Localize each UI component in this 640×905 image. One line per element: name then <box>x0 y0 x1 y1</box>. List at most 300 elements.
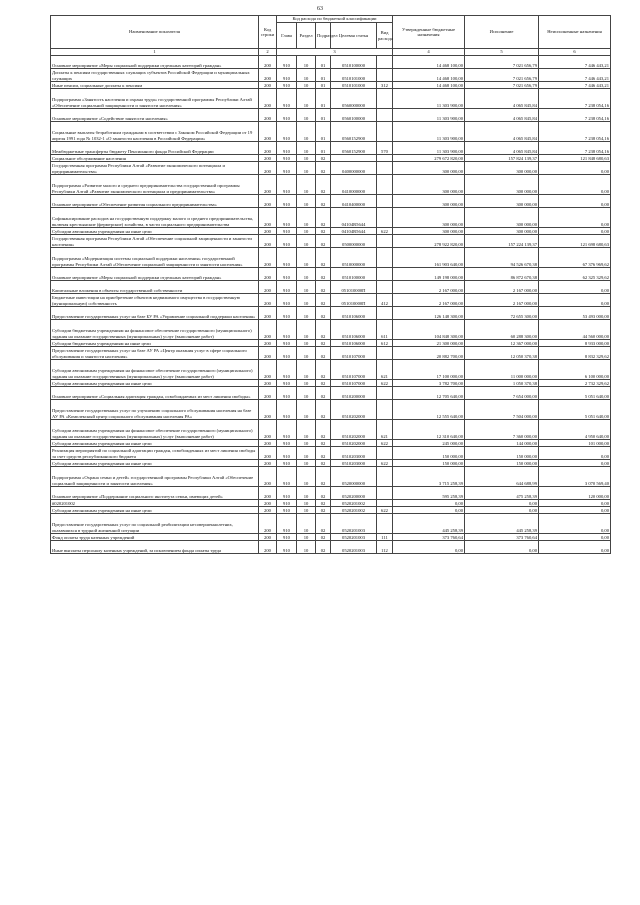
table-cell-glava: 910 <box>277 89 297 109</box>
table-cell-approved: 126 148 300,00 <box>393 307 465 320</box>
table-cell-unexecuted: 0,00 <box>539 208 611 228</box>
table-cell-name: Капитальные вложения в объекты государственной собственности <box>51 281 259 294</box>
table-cell-name: Субсидии автономным учреждениям на финансовое обеспечение государственного (муниципального) задания на оказание государственных (муниципальных) услуг (выполнение работ) <box>51 420 259 440</box>
table-cell-expense-type: 412 <box>377 294 393 307</box>
table-cell-approved: 149 198 000,00 <box>393 268 465 281</box>
table-cell-expense-type: 622 <box>377 228 393 235</box>
table-cell-glava: 910 <box>277 387 297 400</box>
table-cell-expense-type <box>377 400 393 420</box>
table-cell-target-item: 0510100000 <box>331 268 377 281</box>
table-cell-line: 200 <box>259 109 277 122</box>
header-approved: Утвержденные бюджетные назначения <box>393 16 465 49</box>
table-cell-razdel: 10 <box>297 195 316 208</box>
table-cell-glava: 910 <box>277 447 297 460</box>
table-cell-expense-type <box>377 387 393 400</box>
table-cell-target-item: 0520201003 <box>331 514 377 534</box>
table-cell-glava: 910 <box>277 380 297 387</box>
table-cell-name: Предоставление государственных услуг на базе БУ РА «Управление социальной поддержки населения» <box>51 307 259 320</box>
table-cell-line: 200 <box>259 447 277 460</box>
table-row <box>51 122 611 142</box>
table-cell-expense-type <box>377 248 393 268</box>
table-cell-executed: 2 167 000,00 <box>465 294 539 307</box>
table-cell-razdel: 10 <box>297 467 316 487</box>
table-cell-name: Основное мероприятие «Меры социальной поддержки отдельных категорий граждан» <box>51 268 259 281</box>
table-cell-target-item: 0510107000 <box>331 360 377 380</box>
table-cell-razdel: 10 <box>297 235 316 248</box>
table-cell-expense-type <box>377 347 393 360</box>
table-row <box>51 534 611 541</box>
table-cell-razdel: 10 <box>297 268 316 281</box>
table-cell-expense-type <box>377 162 393 175</box>
table-cell-expense-type: 621 <box>377 360 393 380</box>
table-cell-razdel: 10 <box>297 514 316 534</box>
table-cell-line: 200 <box>259 142 277 155</box>
table-cell-unexecuted: 0,00 <box>539 460 611 467</box>
table-cell-razdel: 10 <box>297 500 316 507</box>
table-cell-executed: 300 000,00 <box>465 228 539 235</box>
table-cell-executed: 4 065 845,84 <box>465 142 539 155</box>
table-cell-podrazdel: 02 <box>316 507 331 514</box>
table-cell-line: 200 <box>259 360 277 380</box>
table-cell-line: 200 <box>259 281 277 294</box>
table-cell-glava: 910 <box>277 534 297 541</box>
table-cell-line: 200 <box>259 534 277 541</box>
table-cell-glava: 910 <box>277 507 297 514</box>
table-cell-target-item: 0510106000 <box>331 307 377 320</box>
table-cell-target-item: 0520200000 <box>331 487 377 500</box>
table-cell-expense-type: 611 <box>377 320 393 340</box>
table-row <box>51 248 611 268</box>
table-cell-line: 200 <box>259 122 277 142</box>
table-cell-expense-type <box>377 447 393 460</box>
table-cell-name: Социальные выплаты безработным гражданам в соответствии с Законом Российской Федерации от 19 апреля 1991 года № 1032-1 «О занятости населения в Российской Федерации» <box>51 122 259 142</box>
table-cell-expense-type: 612 <box>377 340 393 347</box>
table-cell-unexecuted: 4 950 640,00 <box>539 420 611 440</box>
table-cell-glava: 910 <box>277 514 297 534</box>
table-cell-razdel: 10 <box>297 69 316 82</box>
table-row <box>51 268 611 281</box>
table-cell-glava: 910 <box>277 248 297 268</box>
table-cell-target-item: 0510202000 <box>331 400 377 420</box>
table-cell-name: Бюджетные инвестиции на приобретение объектов недвижимого имущества в государственную (муниципальную) собственность <box>51 294 259 307</box>
table-cell-glava: 910 <box>277 235 297 248</box>
table-cell-name: Основное мероприятие «Меры социальной поддержки отдельных категорий граждан» <box>51 56 259 69</box>
table-cell-unexecuted: 101 000,00 <box>539 440 611 447</box>
table-cell-approved: 12 310 640,00 <box>393 420 465 440</box>
table-cell-glava: 910 <box>277 400 297 420</box>
table-cell-target-item: 0500000000 <box>331 235 377 248</box>
table-cell-target-item: 0410400000 <box>331 195 377 208</box>
table-cell-podrazdel: 02 <box>316 500 331 507</box>
table-cell-line: 200 <box>259 340 277 347</box>
table-cell-name: Подпрограмма «Охрана семьи и детей» государственной программы Республики Алтай «Обеспечение социальной защищенности и занятости населения» <box>51 467 259 487</box>
table-cell-line: 200 <box>259 380 277 387</box>
table-cell-name: Реализация мероприятий по социальной адаптации граждан, освобожденных из мест лишения свободы за счет средств республиканского бюджета <box>51 447 259 460</box>
table-cell-unexecuted: 0,00 <box>539 447 611 460</box>
table-row <box>51 228 611 235</box>
table-cell-target-item <box>331 155 377 162</box>
table-cell-podrazdel: 02 <box>316 347 331 360</box>
table-cell-executed: 4 065 845,84 <box>465 89 539 109</box>
table-cell-unexecuted: 0,00 <box>539 162 611 175</box>
table-cell-podrazdel: 01 <box>316 142 331 155</box>
table-cell-executed: 157 824 139,37 <box>465 155 539 162</box>
table-row <box>51 195 611 208</box>
table-cell-glava: 910 <box>277 268 297 281</box>
table-cell-glava: 910 <box>277 155 297 162</box>
table-cell-razdel: 10 <box>297 387 316 400</box>
table-cell-name: Социальное обслуживание населения <box>51 155 259 162</box>
table-cell-line: 200 <box>259 500 277 507</box>
table-cell-razdel: 10 <box>297 307 316 320</box>
table-cell-name: Субсидии автономным учреждениям на иные цели <box>51 380 259 387</box>
table-cell-podrazdel: 02 <box>316 380 331 387</box>
table-cell-podrazdel: 02 <box>316 467 331 487</box>
table-row <box>51 142 611 155</box>
table-cell-executed: 300 000,00 <box>465 162 539 175</box>
table-row <box>51 514 611 534</box>
table-cell-razdel: 10 <box>297 281 316 294</box>
table-cell-unexecuted: 7 446 443,21 <box>539 69 611 82</box>
table-row <box>51 155 611 162</box>
table-cell-target-item: 0510203000 <box>331 447 377 460</box>
table-cell-razdel: 10 <box>297 340 316 347</box>
budget-execution-table <box>50 15 611 554</box>
table-cell-expense-type <box>377 195 393 208</box>
table-cell-executed: 475 258,39 <box>465 487 539 500</box>
table-row <box>51 387 611 400</box>
table-cell-executed: 300 000,00 <box>465 175 539 195</box>
table-cell-line: 200 <box>259 195 277 208</box>
table-cell-podrazdel: 02 <box>316 400 331 420</box>
table-cell-podrazdel: 02 <box>316 320 331 340</box>
table-cell-podrazdel: 02 <box>316 175 331 195</box>
table-cell-razdel: 10 <box>297 56 316 69</box>
table-cell-razdel: 10 <box>297 155 316 162</box>
table-cell-approved: 445 258,39 <box>393 514 465 534</box>
header-expense-type: Вид расхода <box>377 23 393 49</box>
table-cell-glava: 910 <box>277 460 297 467</box>
table-cell-unexecuted: 0,00 <box>539 175 611 195</box>
table-cell-line: 200 <box>259 208 277 228</box>
table-row <box>51 347 611 360</box>
table-cell-target-item: 04104R5644 <box>331 208 377 228</box>
table-cell-expense-type <box>377 69 393 82</box>
table-cell-name: Предоставление государственных услуг на базе АУ РА «Центр оказания услуг в сфере социального обслуживания и занятости населения» <box>51 347 259 360</box>
header-budget-classification: Код расхода по бюджетной классификации <box>277 16 393 23</box>
table-cell-razdel: 10 <box>297 420 316 440</box>
table-cell-executed: 157 224 139,37 <box>465 235 539 248</box>
table-cell-unexecuted: 7 238 054,16 <box>539 142 611 155</box>
table-cell-glava: 910 <box>277 320 297 340</box>
table-cell-expense-type <box>377 109 393 122</box>
table-row <box>51 235 611 248</box>
table-cell-podrazdel: 02 <box>316 541 331 554</box>
table-row <box>51 320 611 340</box>
table-cell-expense-type: 111 <box>377 534 393 541</box>
table-cell-executed: 86 872 670,38 <box>465 268 539 281</box>
table-cell-executed: 94 526 670,38 <box>465 248 539 268</box>
table-cell-name: Государственная программа Республики Алтай «Обеспечение социальной защищенности и занятости населения» <box>51 235 259 248</box>
table-cell-podrazdel: 02 <box>316 387 331 400</box>
table-cell-approved: 0,00 <box>393 500 465 507</box>
table-cell-podrazdel: 02 <box>316 460 331 467</box>
table-cell-unexecuted: 6 100 000,00 <box>539 360 611 380</box>
table-cell-glava: 910 <box>277 500 297 507</box>
table-cell-approved: 17 100 000,00 <box>393 360 465 380</box>
table-cell-executed: 644 688,99 <box>465 467 539 487</box>
table-cell-executed: 7 021 656,79 <box>465 82 539 89</box>
table-cell-expense-type <box>377 155 393 162</box>
table-cell-razdel: 10 <box>297 380 316 387</box>
table-cell-line: 200 <box>259 69 277 82</box>
table-cell-name: Предоставление государственных услуг по социальной реабилитации несовершеннолетних, оказавшихся в трудной жизненной ситуации <box>51 514 259 534</box>
table-cell-name: Межбюджетные трансферты бюджету Пенсионного фонда Российской Федерации <box>51 142 259 155</box>
table-cell-razdel: 10 <box>297 360 316 380</box>
table-cell-glava: 910 <box>277 281 297 294</box>
table-cell-expense-type <box>377 487 393 500</box>
table-cell-approved: 150 000,00 <box>393 447 465 460</box>
table-cell-line: 200 <box>259 294 277 307</box>
table-cell-target-item: 0410000000 <box>331 175 377 195</box>
table-cell-target-item: 0510202000 <box>331 440 377 447</box>
table-cell-approved: 279 672 820,00 <box>393 155 465 162</box>
table-cell-expense-type <box>377 89 393 109</box>
table-cell-razdel: 10 <box>297 228 316 235</box>
table-cell-razdel: 10 <box>297 507 316 514</box>
table-cell-name: Иные пенсии, социальные доплаты к пенсиям <box>51 82 259 89</box>
table-cell-name: Основное мероприятие «Поддержание социального института семьи, имеющих детей» <box>51 487 259 500</box>
column-number: 5 <box>465 49 539 56</box>
table-cell-approved: 595 258,39 <box>393 487 465 500</box>
table-cell-executed: 150 000,00 <box>465 447 539 460</box>
table-cell-unexecuted: 67 376 969,62 <box>539 248 611 268</box>
table-cell-target-item: 0510000000 <box>331 248 377 268</box>
table-cell-expense-type: 622 <box>377 380 393 387</box>
table-cell-razdel: 10 <box>297 447 316 460</box>
table-row <box>51 281 611 294</box>
table-cell-expense-type <box>377 500 393 507</box>
table-cell-line: 200 <box>259 460 277 467</box>
table-cell-name: Софинансирование расходов на государственную поддержку малого и среднего предпринимательства, включая крестьянские (фермерские) хозяйства, в части социального предпринимательства <box>51 208 259 228</box>
table-cell-podrazdel: 01 <box>316 69 331 82</box>
table-cell-target-item: 0560000000 <box>331 89 377 109</box>
table-cell-target-item: 0400000000 <box>331 162 377 175</box>
table-cell-approved: 104 848 300,00 <box>393 320 465 340</box>
table-cell-target-item: 0510202000 <box>331 420 377 440</box>
table-cell-name: Субсидии автономным учреждениям на иные цели <box>51 440 259 447</box>
table-cell-target-item: 0520201002 <box>331 507 377 514</box>
table-cell-razdel: 10 <box>297 460 316 467</box>
table-cell-podrazdel: 01 <box>316 89 331 109</box>
table-cell-name: Основное мероприятие «Социальная адаптация граждан, освобождаемых из мест лишения свободы» <box>51 387 259 400</box>
table-cell-podrazdel: 01 <box>316 82 331 89</box>
table-cell-executed: 150 000,00 <box>465 460 539 467</box>
table-cell-executed: 300 000,00 <box>465 195 539 208</box>
table-cell-expense-type: 570 <box>377 142 393 155</box>
table-cell-approved: 21 300 000,00 <box>393 340 465 347</box>
table-cell-unexecuted: 7 238 054,16 <box>539 122 611 142</box>
table-cell-unexecuted: 7 238 054,16 <box>539 109 611 122</box>
table-cell-unexecuted: 120 000,00 <box>539 487 611 500</box>
table-cell-executed: 7 360 000,00 <box>465 420 539 440</box>
table-cell-glava: 910 <box>277 487 297 500</box>
table-cell-unexecuted: 0,00 <box>539 507 611 514</box>
table-cell-podrazdel: 02 <box>316 195 331 208</box>
table-cell-approved: 3 782 700,00 <box>393 380 465 387</box>
table-row <box>51 541 611 554</box>
table-cell-executed: 1 050 370,38 <box>465 380 539 387</box>
table-cell-unexecuted: 0,00 <box>539 195 611 208</box>
table-cell-glava: 910 <box>277 142 297 155</box>
table-cell-target-item: 0510106000 <box>331 320 377 340</box>
table-cell-podrazdel: 02 <box>316 420 331 440</box>
table-cell-unexecuted: 7 238 054,16 <box>539 89 611 109</box>
table-cell-unexecuted: 121 698 680,63 <box>539 235 611 248</box>
table-row <box>51 89 611 109</box>
table-row <box>51 69 611 82</box>
table-cell-line: 200 <box>259 56 277 69</box>
table-cell-approved: 11 303 900,00 <box>393 142 465 155</box>
table-cell-target-item: 0510200000 <box>331 387 377 400</box>
table-cell-razdel: 10 <box>297 320 316 340</box>
table-cell-name: Субсидии бюджетным учреждениям на иные цели <box>51 340 259 347</box>
table-cell-name: Субсидии автономным учреждениям на иные цели <box>51 460 259 467</box>
table-row <box>51 109 611 122</box>
table-cell-target-item: 051010000П <box>331 294 377 307</box>
table-cell-unexecuted: 0,00 <box>539 500 611 507</box>
table-cell-line: 200 <box>259 387 277 400</box>
table-cell-podrazdel: 02 <box>316 248 331 268</box>
table-cell-podrazdel: 02 <box>316 440 331 447</box>
table-cell-approved: 11 303 900,00 <box>393 89 465 109</box>
table-cell-line: 200 <box>259 440 277 447</box>
header-executed: Исполнение <box>465 16 539 49</box>
table-cell-unexecuted: 44 560 000,00 <box>539 320 611 340</box>
table-cell-expense-type: 622 <box>377 507 393 514</box>
table-cell-podrazdel: 02 <box>316 162 331 175</box>
table-cell-executed: 300 000,00 <box>465 208 539 228</box>
table-cell-expense-type <box>377 467 393 487</box>
table-cell-name: Основное мероприятие «Содействие занятости населения» <box>51 109 259 122</box>
table-cell-glava: 910 <box>277 56 297 69</box>
table-cell-razdel: 10 <box>297 122 316 142</box>
table-cell-unexecuted: 0,00 <box>539 294 611 307</box>
table-cell-unexecuted: 0,00 <box>539 534 611 541</box>
table-cell-glava: 910 <box>277 162 297 175</box>
table-row <box>51 380 611 387</box>
table-cell-target-item: 04104R5644 <box>331 228 377 235</box>
column-number: 4 <box>393 49 465 56</box>
table-cell-target-item: 0510203000 <box>331 460 377 467</box>
table-cell-line: 200 <box>259 82 277 89</box>
header-line-code: Код строки <box>259 16 277 49</box>
table-cell-executed: 445 258,39 <box>465 514 539 534</box>
table-cell-name: Доплаты к пенсиям государственных служащих субъектов Российской Федерации и муниципальных служащих <box>51 69 259 82</box>
table-cell-razdel: 10 <box>297 294 316 307</box>
table-cell-approved: 0,00 <box>393 541 465 554</box>
table-row <box>51 82 611 89</box>
table-row <box>51 294 611 307</box>
table-cell-razdel: 10 <box>297 142 316 155</box>
table-cell-executed: 4 065 845,84 <box>465 122 539 142</box>
table-cell-line: 200 <box>259 400 277 420</box>
table-cell-glava: 910 <box>277 175 297 195</box>
table-cell-target-item: 051010000П <box>331 281 377 294</box>
table-cell-expense-type: 112 <box>377 541 393 554</box>
header-target-item: Целевая статья <box>331 23 377 49</box>
table-cell-podrazdel: 02 <box>316 360 331 380</box>
table-cell-name: Основное мероприятие «Обеспечение развития социального предпринимательства» <box>51 195 259 208</box>
table-cell-razdel: 10 <box>297 208 316 228</box>
table-row <box>51 460 611 467</box>
table-cell-approved: 300 000,00 <box>393 175 465 195</box>
table-cell-glava: 910 <box>277 420 297 440</box>
table-cell-podrazdel: 02 <box>316 447 331 460</box>
table-cell-line: 200 <box>259 487 277 500</box>
table-cell-approved: 3 715 258,39 <box>393 467 465 487</box>
table-cell-expense-type <box>377 208 393 228</box>
table-cell-target-item: 0510100000 <box>331 56 377 69</box>
table-row <box>51 307 611 320</box>
table-cell-podrazdel: 02 <box>316 281 331 294</box>
table-cell-approved: 11 303 900,00 <box>393 109 465 122</box>
table-cell-unexecuted: 62 325 329,62 <box>539 268 611 281</box>
table-cell-glava: 910 <box>277 69 297 82</box>
table-cell-podrazdel: 02 <box>316 294 331 307</box>
table-cell-razdel: 10 <box>297 82 316 89</box>
column-number: 6 <box>539 49 611 56</box>
table-cell-unexecuted: 3 070 569,40 <box>539 467 611 487</box>
table-cell-glava: 910 <box>277 208 297 228</box>
table-cell-unexecuted: 121 848 680,63 <box>539 155 611 162</box>
table-cell-glava: 910 <box>277 360 297 380</box>
table-cell-podrazdel: 01 <box>316 109 331 122</box>
table-cell-line: 200 <box>259 507 277 514</box>
table-cell-executed: 144 000,00 <box>465 440 539 447</box>
table-cell-name: Субсидии бюджетным учреждениям на финансовое обеспечение государственного (муниципального) задания на оказание государственных (муниципальных) услуг (выполнение работ) <box>51 320 259 340</box>
table-row <box>51 360 611 380</box>
table-cell-name: Предоставление государственных услуг по улучшению социального обслуживания населения на базе АУ РА «Комплексный центр социального обслуживания населения РА» <box>51 400 259 420</box>
table-cell-line: 200 <box>259 175 277 195</box>
table-cell-unexecuted: 7 446 443,21 <box>539 82 611 89</box>
table-cell-executed: 7 021 656,79 <box>465 69 539 82</box>
table-cell-executed: 72 655 300,00 <box>465 307 539 320</box>
table-cell-line: 200 <box>259 155 277 162</box>
table-cell-approved: 300 000,00 <box>393 195 465 208</box>
table-cell-name: Подпрограмма «Занятость населения и охрана труда» государственной программы Республики Алтай «Обеспечение социальной защищенности и занятости населения» <box>51 89 259 109</box>
table-cell-target-item: 0510106000 <box>331 340 377 347</box>
table-cell-podrazdel: 02 <box>316 307 331 320</box>
table-cell-executed: 373 760,64 <box>465 534 539 541</box>
table-cell-name: Субсидии автономным учреждениям на финансовое обеспечение государственного (муниципального) задания на оказание государственных (муниципальных) услуг (выполнение работ) <box>51 360 259 380</box>
table-cell-expense-type <box>377 307 393 320</box>
table-cell-target-item: 0510101000 <box>331 69 377 82</box>
table-cell-name: Государственная программа Республики Алтай «Развитие экономического потенциала и предпринимательства» <box>51 162 259 175</box>
table-cell-podrazdel: 02 <box>316 155 331 162</box>
table-row <box>51 340 611 347</box>
table-cell-expense-type <box>377 175 393 195</box>
table-cell-name: #020201002 <box>51 500 259 507</box>
table-cell-line: 200 <box>259 514 277 534</box>
table-cell-approved: 150 000,00 <box>393 460 465 467</box>
table-cell-executed: 12 367 000,00 <box>465 340 539 347</box>
table-cell-razdel: 10 <box>297 487 316 500</box>
table-cell-razdel: 10 <box>297 162 316 175</box>
table-cell-approved: 14 468 100,00 <box>393 82 465 89</box>
table-cell-line: 200 <box>259 89 277 109</box>
table-cell-expense-type: 622 <box>377 440 393 447</box>
